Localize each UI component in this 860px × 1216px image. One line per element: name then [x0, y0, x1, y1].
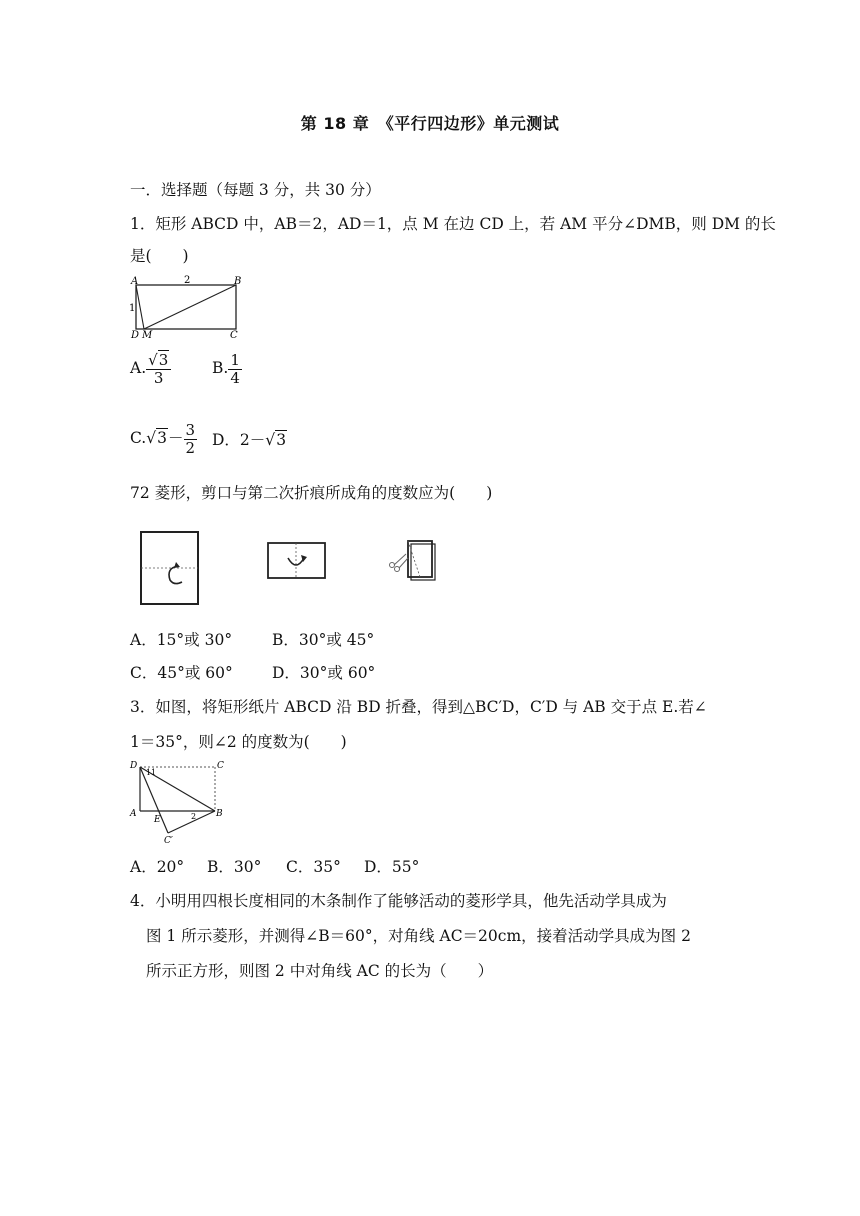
option-a-fraction: $\frac{√3}{3}$ [146, 352, 171, 386]
fig3-angle-1: 1 [146, 768, 152, 777]
q1-stem-line1: 1．矩形 ABCD 中，AB＝2，AD＝1，点 M 在边 CD 上，若 AM 平分∠DMB，则 DM 的长 [130, 215, 776, 233]
q3-stem-line2: 1＝35°，则∠2 的度数为( ) [130, 733, 347, 751]
fig1-length-2: 2 [184, 275, 191, 286]
option-d-label: D．2－ [212, 431, 266, 449]
fig3-label-b: B [216, 809, 223, 819]
option-b-label: B. [212, 359, 229, 377]
q3-option-b[interactable]: B．30° [207, 858, 262, 876]
q2-paper-folding-figure [138, 528, 448, 610]
fig1-length-1: 1 [129, 303, 136, 314]
q2-option-d[interactable]: D．30°或 60° [272, 664, 376, 682]
option-a-denominator: 3 [153, 368, 164, 387]
q1-option-c[interactable]: C.√3－ $\frac{3}{2}$ [130, 421, 196, 457]
q4-stem-line1: 4．小明用四根长度相同的木条制作了能够活动的菱形学具，他先活动学具成为 [130, 892, 667, 910]
fig1-label-c: C [230, 330, 238, 340]
option-c-label: C. [130, 429, 147, 447]
q2-option-a[interactable]: A．15°或 30° [130, 631, 233, 649]
option-b-numerator: 1 [230, 351, 240, 369]
option-c-numerator: 3 [185, 421, 196, 439]
fig1-label-d: D [131, 330, 140, 340]
fig3-angle-1b: 1 [151, 768, 157, 777]
option-a-numerator: 3 [158, 351, 169, 369]
option-c-denominator: 2 [185, 438, 196, 457]
q2-option-c[interactable]: C．45°或 60° [130, 664, 233, 682]
fig3-angle-2: 2 [191, 812, 197, 821]
fig1-label-b: B [234, 276, 242, 287]
page-title: 第 18 章 《平行四边形》单元测试 [300, 114, 560, 133]
q3-stem-line1: 3．如图，将矩形纸片 ABCD 沿 BD 折叠，得到△BC′D，C′D 与 AB 交于点 E.若∠ [130, 698, 707, 716]
fig3-label-c-prime: C′ [164, 836, 173, 846]
q1-stem-line2: 是( ) [130, 247, 189, 265]
section-heading: 一．选择题（每题 3 分，共 30 分） [130, 181, 381, 199]
q3-option-a[interactable]: A．20° [130, 858, 185, 876]
q3-option-d[interactable]: D．55° [364, 858, 420, 876]
option-c-minus: － [168, 429, 184, 447]
q2-stem-line1: 72 菱形，剪口与第二次折痕所成角的度数应为( ) [130, 484, 493, 502]
fig3-label-d: D [130, 761, 138, 771]
fig3-label-c: C [217, 761, 224, 771]
option-b-denominator: 4 [230, 368, 240, 387]
q3-option-c[interactable]: C．35° [286, 858, 341, 876]
option-c-fraction [184, 422, 198, 456]
option-d-radicand: 3 [276, 431, 287, 449]
q1-option-d[interactable]: D．2－√3 [212, 431, 287, 449]
option-b-fraction [228, 352, 242, 386]
fig1-label-m: M [142, 330, 153, 340]
q1-option-b[interactable] [212, 352, 242, 386]
q4-stem-line2: 图 1 所示菱形，并测得∠B＝60°，对角线 AC＝20cm，接着活动学具成为图 2 [146, 927, 691, 945]
q2-option-b[interactable]: B．30°或 45° [272, 631, 375, 649]
q1-rectangle-figure [126, 272, 246, 340]
option-a-label: A. [130, 359, 147, 377]
q3-folded-rectangle-figure [126, 758, 236, 848]
option-c-radicand: 3 [157, 429, 167, 447]
fig3-label-a: A [130, 809, 137, 819]
q4-stem-line3: 所示正方形，则图 2 中对角线 AC 的长为（ ） [146, 962, 494, 980]
q1-option-a[interactable] [130, 352, 171, 386]
fig1-label-a: A [131, 276, 139, 287]
fig3-label-e: E [154, 815, 161, 825]
